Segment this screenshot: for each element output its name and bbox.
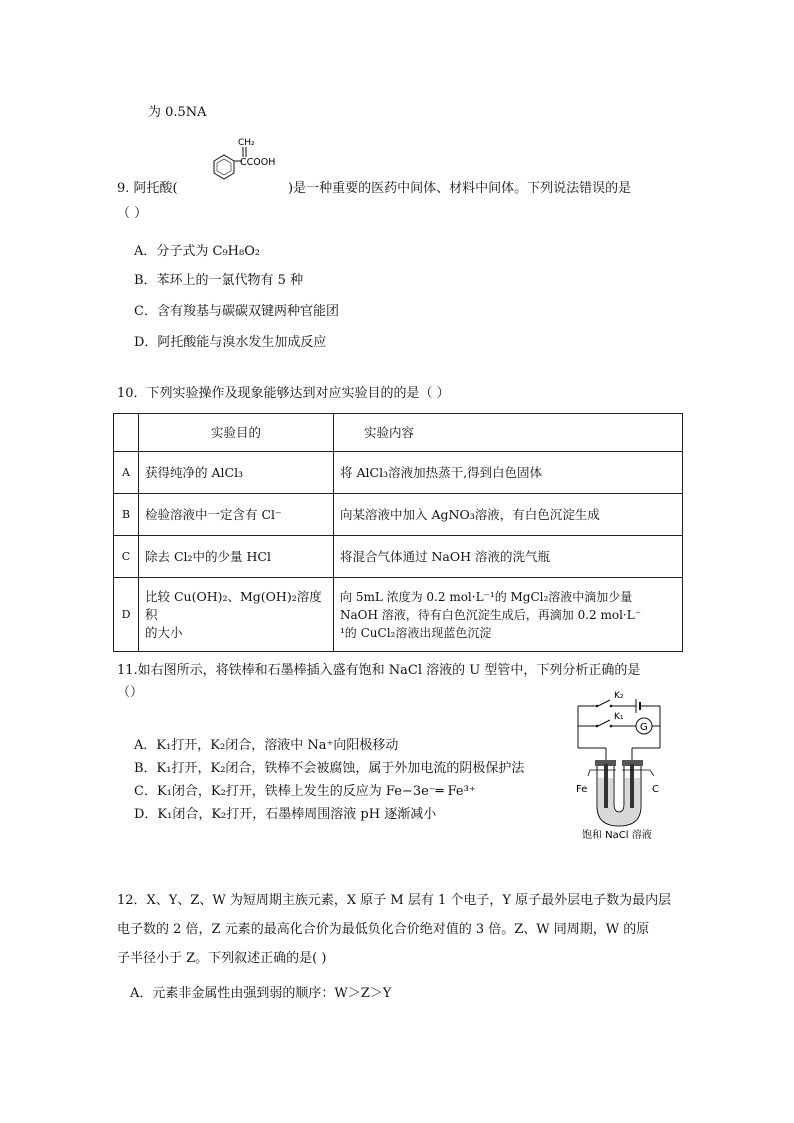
atropic-acid-structure [196, 135, 296, 187]
q12-line1: 12．X、Y、Z、W 为短周期主族元素，X 原子 M 层有 1 个电子，Y 原子最外层电子数为最内层 [117, 893, 672, 908]
q10-table [113, 413, 683, 652]
q9-stem-post: )是一种重要的医药中间体、材料中间体。下列说法错误的是 [288, 181, 632, 196]
q11-option-d: D．K₁闭合，K₂打开，石墨棒周围溶液 pH 逐渐减小 [134, 807, 437, 822]
q9-option-d: D．阿托酸能与溴水发生加成反应 [134, 335, 327, 350]
q9-option-a: A．分子式为 C₉H₈O₂ [134, 244, 261, 259]
q9-option-c: C．含有羧基与碳碳双键两种官能团 [134, 304, 339, 319]
row-content [334, 578, 683, 652]
row-content-line: NaOH 溶液，待有白色沉淀生成后，再滴加 0.2 mol·L⁻ [340, 607, 642, 622]
row-purpose-line: 比较 Cu(OH)₂、Mg(OH)₂溶度积 [145, 588, 322, 622]
galvanometer-label: G [640, 722, 648, 733]
q11-option-a: A．K₁打开，K₂闭合，溶液中 Na⁺向阳极移动 [134, 738, 399, 753]
row-purpose [139, 578, 334, 652]
table-row [114, 536, 683, 578]
row-content-line: ¹的 CuCl₂溶液出现蓝色沉淀 [340, 625, 492, 640]
row-content: 向某溶液中加入 AgNO₃溶液，有白色沉淀生成 [334, 494, 683, 536]
row-purpose-line: 的大小 [145, 624, 183, 640]
q12-line2: 电子数的 2 倍，Z 元素的最高化合价为最低负化合价绝对值的 3 倍。Z、W 同周期，W 的原 [117, 922, 650, 937]
row-label: A [114, 452, 139, 494]
q9-stem-bracket: （ ） [117, 206, 148, 221]
row-purpose: 除去 Cl₂中的少量 HCl [139, 536, 334, 578]
q11-option-b: B．K₁打开，K₂闭合，铁棒不会被腐蚀，属于外加电流的阴极保护法 [134, 761, 525, 776]
electrolysis-u-tube-figure [570, 686, 674, 842]
fe-electrode-label: Fe [576, 784, 588, 795]
row-purpose: 检验溶液中一定含有 Cl⁻ [139, 494, 334, 536]
figure-caption: 饱和 NaCl 溶液 [582, 830, 652, 841]
q12-option-a: A．元素非金属性由强到弱的顺序：W＞Z＞Y [130, 986, 392, 1001]
row-content-line: 向 5mL 浓度为 0.2 mol·L⁻¹的 MgCl₂溶液中滴加少量 [340, 589, 633, 604]
row-label: C [114, 536, 139, 578]
row-content: 将 AlCl₃溶液加热蒸干,得到白色固体 [334, 452, 683, 494]
row-label: D [114, 578, 139, 652]
struct-ccooh: CCOOH [240, 157, 276, 168]
table-row [114, 494, 683, 536]
table-header-row [114, 414, 683, 452]
row-label: B [114, 494, 139, 536]
q8-tail: 为 0.5NA [148, 105, 207, 120]
table-row [114, 452, 683, 494]
struct-ch2: CH₂ [238, 138, 255, 148]
row-purpose: 获得纯净的 AlCl₃ [139, 452, 334, 494]
header-purpose: 实验目的 [139, 414, 334, 452]
k1-label: K₁ [614, 712, 624, 722]
q11-stem-bracket: （） [117, 685, 144, 700]
q12-line3: 子半径小于 Z。下列叙述正确的是( ) [117, 951, 327, 966]
c-electrode-label: C [652, 784, 659, 795]
row-content: 将混合气体通过 NaOH 溶液的洗气瓶 [334, 536, 683, 578]
q9-option-b: B．苯环上的一氯代物有 5 种 [134, 273, 304, 288]
table-row [114, 578, 683, 652]
header-blank [114, 414, 139, 452]
header-content: 实验内容 [334, 414, 683, 452]
q11-option-c: C．K₁闭合，K₂打开，铁棒上发生的反应为 Fe−3e⁻═ Fe³⁺ [134, 784, 476, 799]
k2-label: K₂ [614, 691, 624, 701]
q10-stem: 10．下列实验操作及现象能够达到对应实验目的的是（ ） [117, 386, 450, 401]
q11-stem: 11.如右图所示，将铁棒和石墨棒插入盛有饱和 NaCl 溶液的 U 型管中，下列分析正确的是 [117, 663, 641, 678]
q9-stem-pre: 9. 阿托酸( [117, 181, 178, 196]
